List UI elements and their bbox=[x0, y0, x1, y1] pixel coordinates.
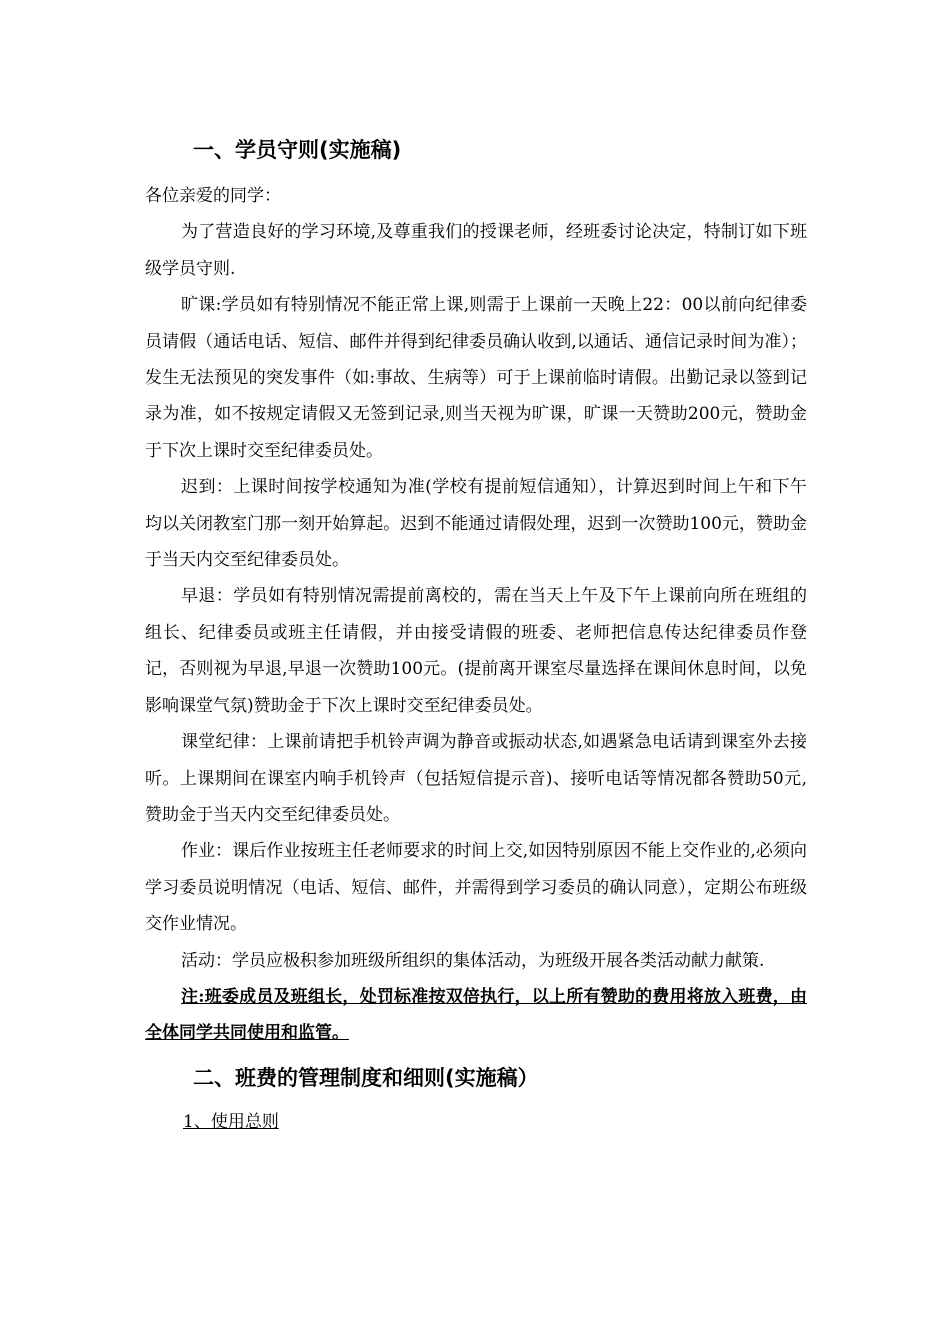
paragraph-activities: 活动：学员应极积参加班级所组织的集体活动，为班级开展各类活动献力献策. bbox=[181, 950, 765, 971]
subsection-1-label: 1、使用总则 bbox=[183, 1111, 279, 1132]
paragraph-early-leave: 早退：学员如有特别情况需提前离校的，需在当天上午及下午上课前向所在班组的组长、纪律委员或班主任请假，并由接受请假的班委、老师把信息传达纪律委员作登记，否则视为早退,早退一次赞助100元。(提前离开课室尽量选择在课间休息时间，以免影响课堂气氛)赞助金于下次上课时交至纪律委员处。 bbox=[145, 586, 807, 716]
document-body bbox=[145, 130, 807, 1140]
paragraph-classroom-discipline: 课堂纪律：上课前请把手机铃声调为静音或振动状态,如遇紧急电话请到课室外去接听。上课期间在课室内响手机铃声（包括短信提示音)、接听电话等情况都各赞助50元,赞助金于当天内交至纪律委员处。 bbox=[145, 732, 807, 825]
subsection-1-heading bbox=[145, 1104, 807, 1140]
paragraph-intro: 为了营造良好的学习环境,及尊重我们的授课老师，经班委讨论决定，特制订如下班级学员守则. bbox=[145, 222, 807, 279]
greeting: 各位亲爱的同学： bbox=[145, 186, 281, 206]
paragraph-homework: 作业：课后作业按班主任老师要求的时间上交,如因特别原因不能上交作业的,必须向学习委员说明情况（电话、短信、邮件，并需得到学习委员的确认同意），定期公布班级交作业情况。 bbox=[145, 841, 807, 935]
section-1-heading: 一、学员守则(实施稿) bbox=[193, 138, 402, 162]
note-paragraph: 注:班委成员及班组长，处罚标准按双倍执行，以上所有赞助的费用将放入班费，由全体同学共同使用和监管。 bbox=[145, 986, 807, 1044]
section-2-heading: 二、班费的管理制度和细则(实施稿） bbox=[193, 1065, 539, 1090]
paragraph-absence: 旷课:学员如有特别情况不能正常上课,则需于上课前一天晚上22：00以前向纪律委员请假（通话电话、短信、邮件并得到纪律委员确认收到,以通话、通信记录时间为准）；发生无法预见的突发事件（如:事故、生病等）可于上课前临时请假。出勤记录以签到记录为准，如不按规定请假又无签到记录,则当天视为旷课，旷课一天赞助200元，赞助金于下次上课时交至纪律委员处。 bbox=[145, 295, 807, 461]
paragraph-late: 迟到：上课时间按学校通知为准(学校有提前短信通知），计算迟到时间上午和下午均以关闭教室门那一刻开始算起。迟到不能通过请假处理，迟到一次赞助100元，赞助金于当天内交至纪律委员处。 bbox=[145, 477, 807, 571]
